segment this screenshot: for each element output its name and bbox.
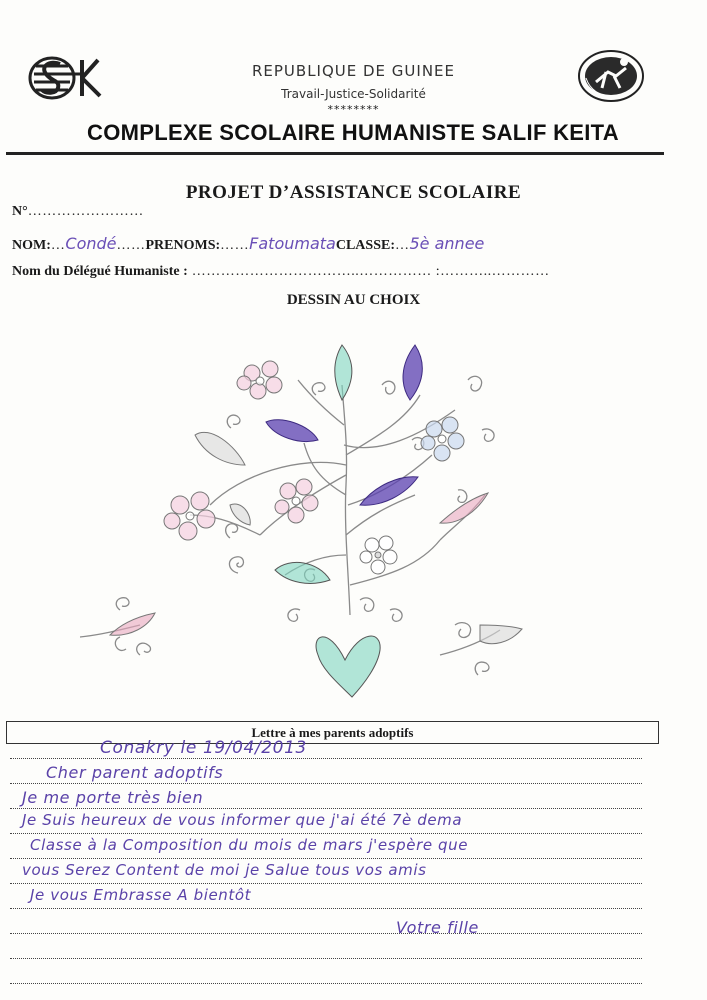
letter-rule — [10, 908, 642, 909]
classe-value: 5è annee — [409, 234, 485, 253]
letter-line: Je Suis heureux de vous informer que j'ai été 7è dema — [22, 811, 463, 829]
prenoms-label: PRENOMS: — [145, 238, 221, 253]
letter-rule — [10, 808, 642, 809]
letter-rule — [10, 983, 642, 984]
prenoms-value: Fatoumata — [249, 234, 336, 253]
flower-drawing — [60, 325, 540, 710]
delegate-label: Nom du Délégué Humaniste : — [12, 264, 188, 279]
letter-line: Cher parent adoptifs — [46, 763, 224, 782]
letter-title: Lettre à mes parents adoptifs — [6, 721, 659, 744]
identity-row: NOM:…Condé……PRENOMS:……FatoumataCLASSE:…5è annee — [12, 234, 485, 253]
header-divider — [6, 152, 664, 155]
letter-rule — [10, 833, 642, 834]
nom-label: NOM: — [12, 238, 51, 253]
letter-line: vous Serez Content de moi je Salue tous vos amis — [22, 861, 427, 879]
letter-rule — [10, 783, 642, 784]
delegate-row: Nom du Délégué Humaniste : ……………………………..…………… :………..………… — [12, 264, 550, 279]
number-field: N°…………………… — [12, 204, 144, 219]
school-name: COMPLEXE SCOLAIRE HUMANISTE SALIF KEITA — [87, 120, 619, 145]
drawing-title: DESSIN AU CHOIX — [286, 292, 421, 308]
classe-label: CLASSE: — [335, 238, 395, 253]
letter-rule — [10, 858, 642, 859]
signature: Votre fille — [396, 918, 479, 937]
form-title: PROJET D’ASSISTANCE SCOLAIRE — [185, 182, 522, 203]
nom-value: Condé — [65, 234, 117, 253]
letter-rule — [10, 883, 642, 884]
stars-divider: ******** — [327, 103, 380, 116]
letter-line: Je me porte très bien — [22, 788, 204, 807]
letter-rule — [10, 758, 642, 759]
national-motto: Travail-Justice-Solidarité — [281, 87, 426, 101]
letter-rule — [10, 933, 642, 934]
country-name: REPUBLIQUE DE GUINEE — [251, 62, 456, 80]
number-label: N° — [12, 204, 28, 219]
letter-rule — [10, 958, 642, 959]
letter-line: Classe à la Composition du mois de mars j'espère que — [30, 836, 469, 854]
letter-line: Conakry le 19/04/2013 — [100, 738, 307, 758]
letter-line: Je vous Embrasse A bientôt — [30, 886, 252, 904]
